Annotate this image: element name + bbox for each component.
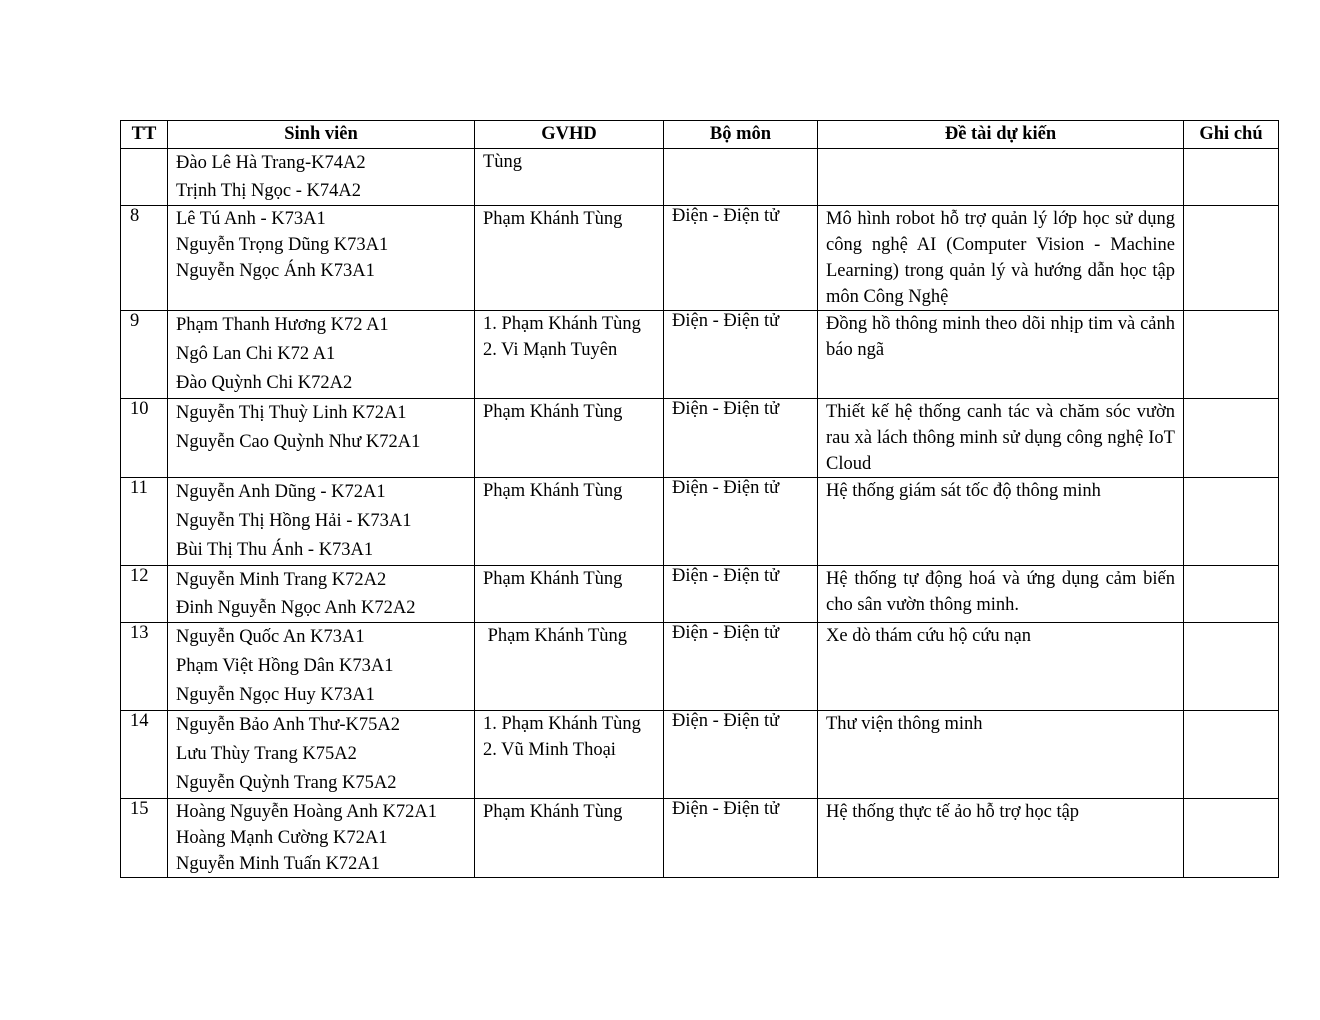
student-name: Nguyễn Cao Quỳnh Như K72A1 <box>176 432 421 452</box>
student-name: Lê Tú Anh - K73A1 <box>176 209 326 229</box>
advisor-cell <box>475 206 664 311</box>
advisor-name: 2. Vi Mạnh Tuyên <box>483 340 618 360</box>
header-department: Bộ môn <box>664 121 818 149</box>
table-row <box>121 206 1279 311</box>
students-cell <box>168 149 475 206</box>
row-number: 15 <box>121 799 168 878</box>
topic-cell: Hệ thống tự động hoá và ứng dụng cảm biến cho sân vườn thông minh. <box>818 566 1184 623</box>
student-name: Nguyễn Trọng Dũng K73A1 <box>176 235 389 255</box>
student-name: Ngô Lan Chi K72 A1 <box>176 344 336 364</box>
row-number: 14 <box>121 711 168 799</box>
topic-cell: Mô hình robot hỗ trợ quản lý lớp học sử dụng công nghệ AI (Computer Vision - Machine Learning) trong quản lý và hướng dẫn học tập môn Công Nghệ <box>818 206 1184 311</box>
table-row <box>121 799 1279 878</box>
student-name: Đinh Nguyễn Ngọc Anh K72A2 <box>176 598 416 618</box>
table-row <box>121 311 1279 399</box>
student-name: Phạm Thanh Hương K72 A1 <box>176 315 389 335</box>
table-row <box>121 623 1279 711</box>
topic-cell: Xe dò thám cứu hộ cứu nạn <box>818 623 1184 711</box>
department-cell: Điện - Điện tử <box>664 206 818 311</box>
table-row <box>121 566 1279 623</box>
thesis-topic-table <box>120 120 1279 878</box>
student-name: Nguyễn Bảo Anh Thư-K75A2 <box>176 715 400 735</box>
student-name: Nguyễn Thị Thuỳ Linh K72A1 <box>176 403 407 423</box>
row-number: 8 <box>121 206 168 311</box>
advisor-name: Phạm Khánh Tùng <box>483 802 623 822</box>
student-name: Đào Quỳnh Chi K72A2 <box>176 373 353 393</box>
department-cell: Điện - Điện tử <box>664 799 818 878</box>
student-name: Nguyễn Thị Hồng Hải - K73A1 <box>176 511 412 531</box>
note-cell <box>1184 399 1279 478</box>
advisor-name: 1. Phạm Khánh Tùng <box>483 714 641 734</box>
students-cell <box>168 206 475 311</box>
note-cell <box>1184 566 1279 623</box>
advisor-name: Phạm Khánh Tùng <box>483 569 623 589</box>
advisor-cell <box>475 711 664 799</box>
student-name: Nguyễn Minh Trang K72A2 <box>176 570 387 590</box>
advisor-cell <box>475 623 664 711</box>
student-name: Đào Lê Hà Trang-K74A2 <box>176 153 366 173</box>
row-number <box>121 149 168 206</box>
header-note: Ghi chú <box>1184 121 1279 149</box>
advisor-name: Phạm Khánh Tùng <box>483 402 623 422</box>
student-name: Nguyễn Ngọc Huy K73A1 <box>176 685 375 705</box>
table-row <box>121 711 1279 799</box>
row-number: 13 <box>121 623 168 711</box>
advisor-cell <box>475 149 664 206</box>
advisor-cell <box>475 566 664 623</box>
row-number: 11 <box>121 478 168 566</box>
advisor-cell <box>475 799 664 878</box>
note-cell <box>1184 311 1279 399</box>
topic-cell: Thiết kế hệ thống canh tác và chăm sóc vườn rau xà lách thông minh sử dụng công nghệ IoT Cloud <box>818 399 1184 478</box>
note-cell <box>1184 711 1279 799</box>
department-cell: Điện - Điện tử <box>664 311 818 399</box>
department-cell: Điện - Điện tử <box>664 566 818 623</box>
note-cell <box>1184 478 1279 566</box>
advisor-name: Phạm Khánh Tùng <box>483 626 628 646</box>
note-cell <box>1184 206 1279 311</box>
header-advisor: GVHD <box>475 121 664 149</box>
header-students: Sinh viên <box>168 121 475 149</box>
student-name: Nguyễn Anh Dũng - K72A1 <box>176 482 386 502</box>
note-cell <box>1184 149 1279 206</box>
department-cell: Điện - Điện tử <box>664 623 818 711</box>
students-cell <box>168 311 475 399</box>
student-name: Phạm Việt Hồng Dân K73A1 <box>176 656 394 676</box>
advisor-name: Tùng <box>483 152 523 172</box>
department-cell: Điện - Điện tử <box>664 399 818 478</box>
row-number: 9 <box>121 311 168 399</box>
student-name: Nguyễn Minh Tuấn K72A1 <box>176 854 381 874</box>
topic-cell: Đồng hồ thông minh theo dõi nhịp tim và cảnh báo ngã <box>818 311 1184 399</box>
students-cell <box>168 799 475 878</box>
topic-cell <box>818 149 1184 206</box>
student-name: Lưu Thùy Trang K75A2 <box>176 744 357 764</box>
advisor-cell <box>475 399 664 478</box>
advisor-name: Phạm Khánh Tùng <box>483 481 623 501</box>
department-cell <box>664 149 818 206</box>
students-cell <box>168 566 475 623</box>
students-cell <box>168 711 475 799</box>
student-name: Bùi Thị Thu Ánh - K73A1 <box>176 540 374 560</box>
student-name: Nguyễn Quốc An K73A1 <box>176 627 365 647</box>
department-cell: Điện - Điện tử <box>664 711 818 799</box>
row-number: 12 <box>121 566 168 623</box>
students-cell <box>168 623 475 711</box>
student-name: Trịnh Thị Ngọc - K74A2 <box>176 181 362 201</box>
topic-cell: Hệ thống thực tế ảo hỗ trợ học tập <box>818 799 1184 878</box>
advisor-name: Phạm Khánh Tùng <box>483 209 623 229</box>
table-row <box>121 399 1279 478</box>
advisor-cell <box>475 478 664 566</box>
student-name: Nguyễn Quỳnh Trang K75A2 <box>176 773 397 793</box>
note-cell <box>1184 623 1279 711</box>
note-cell <box>1184 799 1279 878</box>
student-name: Hoàng Mạnh Cường K72A1 <box>176 828 388 848</box>
student-name: Hoàng Nguyễn Hoàng Anh K72A1 <box>176 802 438 822</box>
advisor-name: 2. Vũ Minh Thoại <box>483 740 616 760</box>
table-header-row <box>121 121 1279 149</box>
department-cell: Điện - Điện tử <box>664 478 818 566</box>
table-row <box>121 478 1279 566</box>
students-cell <box>168 399 475 478</box>
row-number: 10 <box>121 399 168 478</box>
advisor-name: 1. Phạm Khánh Tùng <box>483 314 641 334</box>
advisor-cell <box>475 311 664 399</box>
header-tt: TT <box>121 121 168 149</box>
student-name: Nguyễn Ngọc Ánh K73A1 <box>176 261 375 281</box>
topic-cell: Thư viện thông minh <box>818 711 1184 799</box>
table-row <box>121 149 1279 206</box>
topic-cell: Hệ thống giám sát tốc độ thông minh <box>818 478 1184 566</box>
header-topic: Đề tài dự kiến <box>818 121 1184 149</box>
students-cell <box>168 478 475 566</box>
